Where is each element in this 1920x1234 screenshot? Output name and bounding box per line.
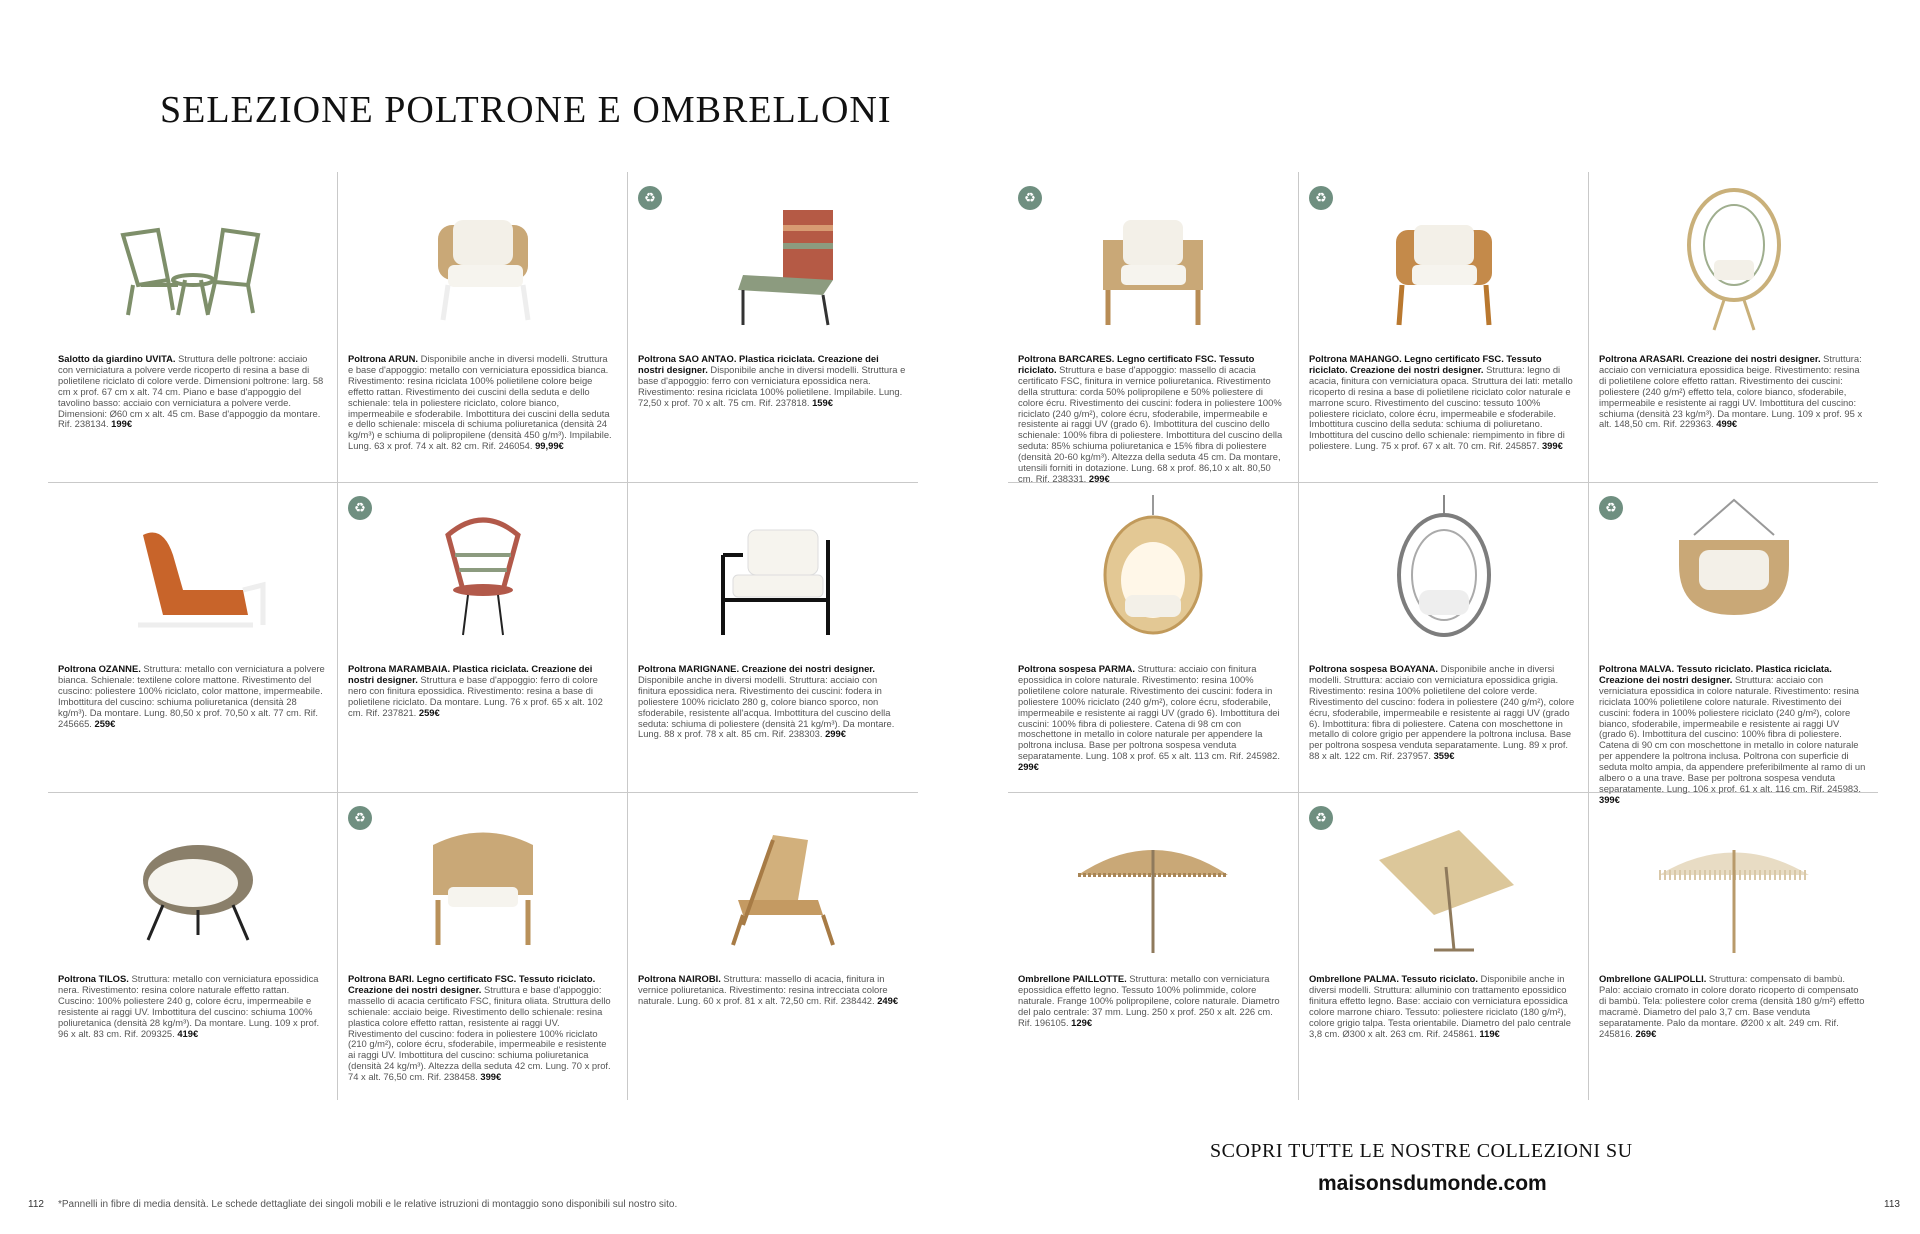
page-number-right: 113 (1884, 1199, 1900, 1210)
product-card-uvita[interactable]: Salotto da giardino UVITA. Struttura delle poltrone: acciaio con verniciatura a polvere verde ricoperto di resina a base di polietilene riciclato di colore verde. Dimensioni poltrone: larg. 58 cm x prof. 67 cm x alt. 74 cm. Piano e base d'appoggio del tavolino basso: acciaio con verniciatura a polvere verde. Dimensioni: Ø60 cm x alt. 45 cm. Base d'appoggio da montare. Rif. 238134. 199€ (48, 172, 337, 482)
egg-chair-icon (48, 792, 337, 967)
garden-set-icon (48, 172, 337, 347)
peacock-chair-icon (1589, 172, 1878, 347)
eco-badge-icon: ♻ (1018, 186, 1042, 210)
wood-armchair-icon (1008, 172, 1298, 347)
black-frame-chair-icon (628, 482, 918, 657)
low-chair-icon (628, 792, 918, 967)
product-card-palma[interactable]: ♻ Ombrellone PALMA. Tessuto riciclato. Disponibile anche in diversi modelli. Struttura: alluminio con trattamento epossidico finitura effetto legno. Base: acciaio con verniciatura epossidica colore marrone chiaro. Tessuto: poliestere riciclato (180 g/m²), colore grigio talpa. Testa orientabile. Diametro del palo centrale 3,8 cm. Ø300 x alt. 263 cm. Rif. 245861. 119€ (1299, 792, 1588, 1100)
website-link[interactable]: maisonsdumonde.com (1318, 1172, 1547, 1195)
product-card-ozanne[interactable]: Poltrona OZANNE. Struttura: metallo con verniciatura a polvere bianca. Schienale: textilene colore mattone. Rivestimento del cuscino: poliestere 100% riciclato, color mattone, impermeabile. Imbottitura del cuscino: schiuma poliuretanica (densità 28 kg/m³). Da montare. Lung. 80,50 x prof. 70,50 x alt. 77 cm. Rif. 245665. 259€ (48, 482, 337, 792)
product-card-parma[interactable]: Poltrona sospesa PARMA. Struttura: acciaio con finitura epossidica in colore naturale. Rivestimento: resina 100% polietilene colore naturale. Rivestimento dei cuscini: fodera in poliestere 100% riciclato (240 g/m²), colore écru, sfoderabile, impermeabile e resistente ai raggi UV (grado 6). Imbottitura dei cuscini: 100% fibra di poliestere. Catena di 98 cm con moschettone in metallo in colore naturale per appendere la poltrona inclusa. Base per poltrona sospesa venduta separatamente. Lung. 108 x prof. 65 x alt. 113 cm. Rif. 245982. 299€ (1008, 482, 1298, 792)
fringed-umbrella-icon (1589, 792, 1878, 967)
acacia-armchair-icon (1299, 172, 1588, 347)
product-card-barcares[interactable]: ♻ Poltrona BARCARES. Legno certificato FSC. Tessuto riciclato. Struttura e base d'appoggio: massello di acacia certificato FSC, finitura in vernice poliuretanica. Rivestimento della struttura: corda 50% polipropilene e 50% poliestere di colore écru. Rivestimento dei cuscini: fodera in poliestere 100% riciclato (240 g/m²), colore écru, sfoderabile, impermeabile e resistente ai raggi UV (grado 6). Imbottitura del cuscino dello schienale: 100% fibra di poliestere. Imbottitura del cuscino della seduta: 85% schiuma poliuretanica e 15% fibra di poliestere (densità 20-60 kg/m³). Altezza della seduta 45 cm. Da montare, utensili forniti in dotazione. Lung. 68 x prof. 86,10 x alt. 80,50 cm. Rif. 238331. 299€ (1008, 172, 1298, 482)
product-card-marambaia[interactable]: ♻ Poltrona MARAMBAIA. Plastica riciclata. Creazione dei nostri designer. Struttura e base d'appoggio: ferro di colore nero con finitura epossidica. Rivestimento: resina a base di polietilene riciclato. Da montare. Lung. 76 x prof. 65 x alt. 102 cm. Rif. 237821. 259€ (338, 482, 627, 792)
product-card-galipolli[interactable]: Ombrellone GALIPOLLI. Struttura: compensato di bambù. Palo: acciaio cromato in colore dorato ricoperto di compensato di bambù. Tela: poliestere color crema (densità 180 g/m²) effetto macramè. Diametro del palo 3,7 cm. Base venduta separatamente. Palo da montare. Ø200 x alt. 249 cm. Rif. 245816. 269€ (1589, 792, 1878, 1100)
teak-armchair-icon (338, 792, 627, 967)
product-card-mahango[interactable]: ♻ Poltrona MAHANGO. Legno certificato FSC. Tessuto riciclato. Creazione dei nostri designer. Struttura: legno di acacia, finitura con verniciatura opaca. Struttura dei lati: metallo ricoperto di resina a base di polietilene riciclato color naturale e marrone scuro. Rivestimento del cuscino: tessuto 100% poliestere riciclato, colore écru, impermeabile e sfoderabile. Imbottitura cuscino della seduta: schiuma di poliuretano. Imbottitura del cuscino dello schienale: riempimento in fibre di poliestere. Lung. 75 x prof. 67 x alt. 70 cm. Rif. 245857. 399€ (1299, 172, 1588, 482)
hanging-chair-icon (1008, 482, 1298, 657)
lounge-chair-icon (48, 482, 337, 657)
eco-badge-icon: ♻ (638, 186, 662, 210)
eco-badge-icon: ♻ (1309, 186, 1333, 210)
product-card-arasari[interactable]: Poltrona ARASARI. Creazione dei nostri designer. Struttura: acciaio con verniciatura epossidica beige. Rivestimento: resina di polietilene colore effetto rattan. Rivestimento dei cuscini: poliestere (240 g/m²) effetto tela, colore bianco, sfoderabile, impermeabile e resistente ai raggi UV. Imbottitura del cuscino: schiuma (densità 23 kg/m³). Da montare. Lung. 109 x prof. 95 x alt. 148,50 cm. Rif. 229363. 499€ (1589, 172, 1878, 482)
eco-badge-icon: ♻ (348, 806, 372, 830)
product-card-tilos[interactable]: Poltrona TILOS. Struttura: metallo con verniciatura epossidica nera. Rivestimento: resina colore naturale effetto rattan. Cuscino: 100% poliestere 240 g, colore écru, impermeabile e resistente ai raggi UV. Imbottitura del cuscino: schiuma 100% poliuretanica (densità 28 kg/m³). Da montare. Lung. 109 x prof. 96 x alt. 83 cm. Rif. 209325. 419€ (48, 792, 337, 1100)
swing-chair-icon (1589, 482, 1878, 657)
straw-umbrella-icon (1008, 792, 1298, 967)
beige-umbrella-icon (1299, 792, 1588, 967)
ornate-hanging-chair-icon (1299, 482, 1588, 657)
product-card-boayana[interactable]: Poltrona sospesa BOAYANA. Disponibile anche in diversi modelli. Struttura: acciaio con verniciatura epossidica grigia. Rivestimento: resina 100% polietilene del colore verde. Rivestimento del cuscino: fodera in poliestere (240 g/m²), colore écru, sfoderabile, impermeabile e resistente ai raggi UV (grado 6). Imbottitura: fibra di poliestere. Catena con moschettone in metallo di colore grigio per appendere la poltrona inclusa. Base per poltrona sospesa venduta separatamente. Lung. 89 x prof. 88 x alt. 122 cm. Rif. 237957. 359€ (1299, 482, 1588, 792)
product-card-paillotte[interactable]: Ombrellone PAILLOTTE. Struttura: metallo con verniciatura epossidica effetto legno. Tessuto 100% polimmide, colore naturale. Frange 100% polipropilene, colore naturale. Diametro del palo centrale: 37 mm. Lung. 250 x prof. 250 x alt. 226 cm. Rif. 196105. 129€ (1008, 792, 1298, 1100)
product-card-nairobi[interactable]: Poltrona NAIROBI. Struttura: massello di acacia, finitura in vernice poliuretanica. Rivestimento: resina intrecciata colore naturale. Lung. 60 x prof. 81 x alt. 72,50 cm. Rif. 238442. 249€ (628, 792, 918, 1100)
product-card-sao-antao[interactable]: ♻ Poltrona SAO ANTAO. Plastica riciclata. Creazione dei nostri designer. Disponibile anche in diversi modelli. Struttura e base d'appoggio: ferro con verniciatura epossidica nera. Rivestimento: resina riciclata 100% polietilene. Impilabile. Lung. 72,50 x prof. 70 x alt. 75 cm. Rif. 237818. 159€ (628, 172, 918, 482)
eco-badge-icon: ♻ (348, 496, 372, 520)
striped-chair-icon (628, 172, 918, 347)
product-card-arun[interactable]: Poltrona ARUN. Disponibile anche in diversi modelli. Struttura e base d'appoggio: metallo con verniciatura epossidica bianca. Rivestimento: resina riciclata 100% polietilene colore beige effetto rattan. Rivestimento dei cuscini della seduta e dello schienale: tela in poliestere riciclato, colore bianco, impermeabile e sfoderabile. Imbottitura dei cuscini della seduta e dello schienale: miscela di schiuma poliuretanica (densità 24 kg/m³) e schiuma di polipropilene (densità 450 g/m³). Impilabile. Lung. 63 x prof. 74 x alt. 82 cm. Rif. 246054. 99,99€ (338, 172, 627, 482)
page-title: SELEZIONE POLTRONE E OMBRELLONI (160, 89, 892, 131)
product-card-malva[interactable]: ♻ Poltrona MALVA. Tessuto riciclato. Plastica riciclata. Creazione dei nostri designer. Struttura: acciaio con verniciatura epossidica in colore naturale. Rivestimento: resina riciclata 100% polietilene colore naturale. Rivestimento dei cuscini: fodera in 100% poliestere riciclato (240 g/m²), colore bianco, sfoderabile, impermeabile e resistente ai raggi UV (grado 6). Imbottitura del cuscino: 100% fibra di poliestere. Catena di 90 cm con moschettone in metallo in colore naturale per appendere la poltrona inclusa. Poltrona con superficie di seduta molto ampia, da appendere preferibilmente al ramo di un albero o a una trave. Base per poltrona sospesa venduta separatamente. Lung. 106 x prof. 61 x alt. 116 cm. Rif. 245983. 399€ (1589, 482, 1878, 792)
wire-chair-icon (338, 482, 627, 657)
page-number-left: 112 (28, 1199, 44, 1210)
armchair-icon (338, 172, 627, 347)
footnote: *Pannelli in fibre di media densità. Le schede dettagliate dei singoli mobili e le relative istruzioni di montaggio sono disponibili sul nostro sito. (58, 1199, 678, 1210)
eco-badge-icon: ♻ (1599, 496, 1623, 520)
eco-badge-icon: ♻ (1309, 806, 1333, 830)
product-card-bari[interactable]: ♻ Poltrona BARI. Legno certificato FSC. Tessuto riciclato. Creazione dei nostri designer. Struttura e base d'appoggio: massello di acacia certificato FSC, finitura oliata. Struttura dello schienale: acciaio beige. Rivestimento dello schienale: resina plastica colore effetto rattan, resistente ai raggi UV. Rivestimento del cuscino: fodera in poliestere 100% riciclato (210 g/m²), colore écru, sfoderabile, impermeabile e resistente ai raggi UV. Imbottitura del cuscino: schiuma poliuretanica (densità 24 kg/m³). Altezza della seduta 42 cm. Lung. 70 x prof. 74 x alt. 76,50 cm. Rif. 238458. 399€ (338, 792, 627, 1100)
product-card-marignane[interactable]: Poltrona MARIGNANE. Creazione dei nostri designer. Disponibile anche in diversi modelli. Struttura: acciaio con finitura epossidica nera. Rivestimento dei cuscini: fodera in poliestere 100% riciclato 280 g, colore bianco sporco, non sfoderabile, resistente all'acqua. Imbottitura del cuscino della seduta: schiuma di poliestere (densità 21 kg/m³). Da montare. Lung. 88 x prof. 78 x alt. 85 cm. Rif. 238303. 299€ (628, 482, 918, 792)
footer-title: SCOPRI TUTTE LE NOSTRE COLLEZIONI SU (1210, 1140, 1633, 1162)
